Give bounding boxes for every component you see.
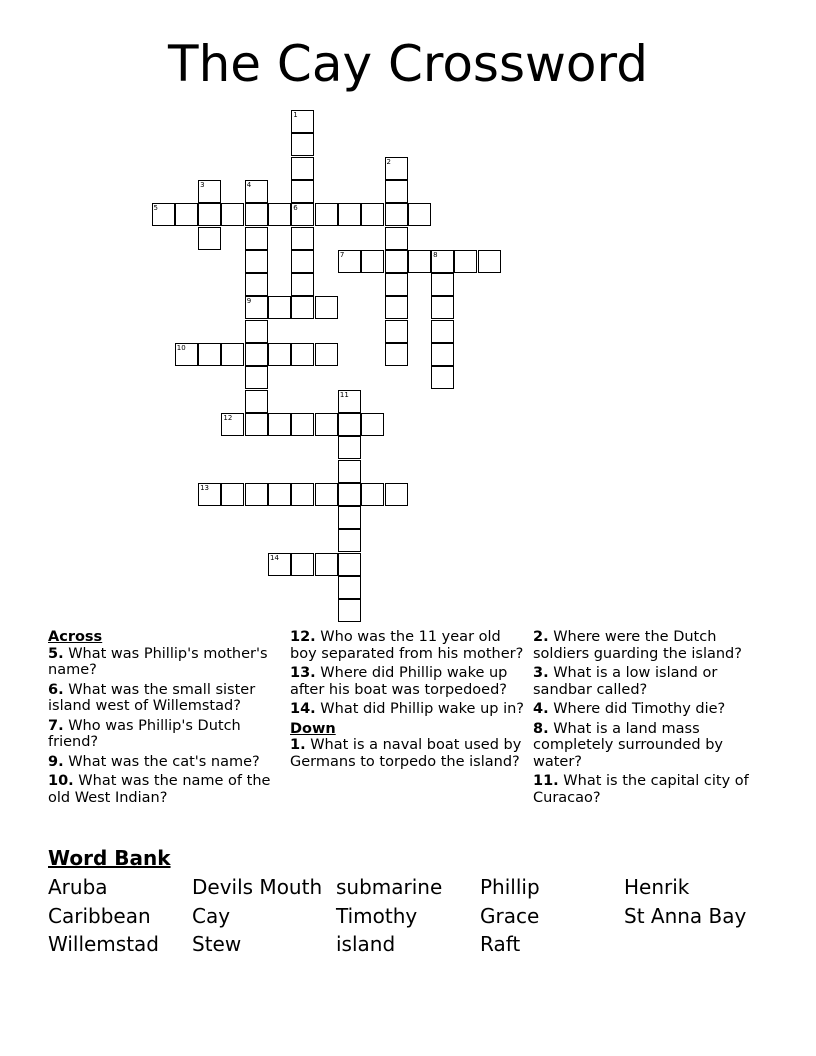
grid-cell[interactable] <box>338 553 361 576</box>
word-bank-item: Timothy <box>336 904 418 928</box>
grid-cell[interactable] <box>431 343 454 366</box>
grid-cell[interactable] <box>454 250 477 273</box>
grid-cell[interactable] <box>338 576 361 599</box>
word-bank-item: Devils Mouth <box>192 875 323 899</box>
clues-column-2 <box>290 629 526 773</box>
grid-cell[interactable] <box>245 390 268 413</box>
grid-cell[interactable] <box>198 227 221 250</box>
word-bank-item: Stew <box>192 932 242 956</box>
grid-cell[interactable] <box>338 599 361 622</box>
clues-column-1 <box>48 629 284 809</box>
clue-across-6: 6. What was the small sister island west of Willemstad? <box>48 681 256 714</box>
clue-number: 1 <box>293 111 298 119</box>
clue-down-3: 3. What is a low island or sandbar called? <box>533 665 718 698</box>
clue-across-13: 13. Where did Phillip wake up after his boat was torpedoed? <box>290 665 508 698</box>
grid-cell[interactable] <box>291 227 314 250</box>
grid-cell[interactable] <box>291 483 314 506</box>
grid-cell[interactable] <box>291 250 314 273</box>
clue-across-12: 12. Who was the 11 year old boy separated from his mother? <box>290 629 524 662</box>
clue-down-1: 1. What is a naval boat used by Germans to torpedo the island? <box>290 737 522 770</box>
clue-number: 11 <box>339 390 349 399</box>
grid-cell[interactable] <box>361 203 384 226</box>
clues-column-3 <box>533 629 769 809</box>
grid-cell[interactable] <box>361 413 384 436</box>
word-bank-item: Henrik <box>624 875 690 899</box>
word-bank-item: submarine <box>336 875 443 899</box>
grid-cell[interactable] <box>291 133 314 156</box>
grid-cell[interactable] <box>385 203 408 226</box>
grid-cell[interactable] <box>268 413 291 436</box>
clue-number: 3 <box>200 180 205 189</box>
grid-cell[interactable] <box>245 366 268 389</box>
grid-cell[interactable] <box>431 320 454 343</box>
grid-cell[interactable] <box>198 343 221 366</box>
grid-cell[interactable] <box>338 483 361 506</box>
page-title: The Cay Crossword <box>168 35 648 93</box>
grid-cell[interactable] <box>431 273 454 296</box>
clue-down-11: 11. What is the capital city of Curacao? <box>533 773 749 806</box>
grid-cell[interactable] <box>268 296 291 319</box>
grid-cell[interactable] <box>408 203 431 226</box>
word-bank-item: island <box>336 932 396 956</box>
grid-cell[interactable] <box>291 180 314 203</box>
grid-cell[interactable] <box>338 506 361 529</box>
grid-cell[interactable] <box>175 203 198 226</box>
clue-across-14: 14. What did Phillip wake up in? <box>290 701 524 717</box>
grid-cell[interactable] <box>245 320 268 343</box>
clue-down-2: 2. Where were the Dutch soldiers guarding the island? <box>533 629 742 662</box>
grid-cell[interactable] <box>361 250 384 273</box>
clue-across-7: 7. Who was Phillip's Dutch friend? <box>48 717 241 750</box>
grid-cell[interactable] <box>431 296 454 319</box>
grid-cell[interactable] <box>385 180 408 203</box>
grid-cell[interactable] <box>268 203 291 226</box>
grid-cell[interactable] <box>385 483 408 506</box>
grid-cell[interactable] <box>315 483 338 506</box>
word-bank-item: Willemstad <box>48 932 160 956</box>
grid-cell[interactable] <box>245 273 268 296</box>
clue-number: 2 <box>386 157 391 166</box>
grid-cell[interactable] <box>315 296 338 319</box>
grid-cell[interactable] <box>385 250 408 273</box>
word-bank-item: Cay <box>192 904 231 928</box>
grid-cell[interactable] <box>338 529 361 552</box>
grid-cell[interactable] <box>291 553 314 576</box>
grid-cell[interactable] <box>315 413 338 436</box>
grid-cell[interactable] <box>245 203 268 226</box>
grid-cell[interactable] <box>221 343 244 366</box>
grid-cell[interactable] <box>385 343 408 366</box>
clue-number: 10 <box>176 344 186 352</box>
grid-cell[interactable] <box>315 553 338 576</box>
word-bank-item: Phillip <box>480 875 540 899</box>
grid-cell[interactable] <box>385 296 408 319</box>
clue-down-4: 4. Where did Timothy die? <box>533 701 726 717</box>
word-bank-item: Grace <box>480 904 540 928</box>
clue-number: 9 <box>246 297 252 306</box>
clue-number: 7 <box>339 250 345 259</box>
word-bank-item: Raft <box>480 932 521 956</box>
grid-cell[interactable] <box>245 413 268 436</box>
grid-cell[interactable] <box>385 227 408 250</box>
grid-cell[interactable] <box>361 483 384 506</box>
grid-cell[interactable] <box>291 157 314 180</box>
grid-cell[interactable] <box>268 343 291 366</box>
grid-cell[interactable] <box>291 296 314 319</box>
grid-cell[interactable] <box>198 203 221 226</box>
grid-cell[interactable] <box>338 413 361 436</box>
clue-across-9: 9. What was the cat's name? <box>48 753 260 770</box>
word-bank-item: St Anna Bay <box>624 904 747 928</box>
grid-cell[interactable] <box>268 483 291 506</box>
grid-cell[interactable] <box>478 250 501 273</box>
grid-cell[interactable] <box>245 343 268 366</box>
grid-cell[interactable] <box>315 203 338 226</box>
clue-down-8: 8. What is a land mass completely surrounded by water? <box>533 720 724 770</box>
grid-cell[interactable] <box>385 273 408 296</box>
word-bank-item: Caribbean <box>48 904 151 928</box>
clue-number: 12 <box>223 413 233 422</box>
word-bank-item: Aruba <box>48 875 108 899</box>
grid-cell[interactable] <box>408 250 431 273</box>
grid-cell[interactable] <box>338 460 361 483</box>
grid-cell[interactable] <box>431 366 454 389</box>
across-heading: Across <box>48 629 103 645</box>
grid-cell[interactable] <box>315 343 338 366</box>
clue-number: 14 <box>270 553 279 562</box>
down-heading: Down <box>290 720 336 737</box>
grid-cell[interactable] <box>291 413 314 436</box>
grid-cell[interactable] <box>385 320 408 343</box>
clue-number: 4 <box>246 180 252 189</box>
grid-cell[interactable] <box>221 483 244 506</box>
grid-cell[interactable] <box>245 483 268 506</box>
clue-across-10: 10. What was the name of the old West Indian? <box>48 773 271 806</box>
clue-number: 5 <box>153 204 158 213</box>
grid-cell[interactable] <box>291 273 314 296</box>
grid-cell[interactable] <box>245 227 268 250</box>
clue-number: 8 <box>433 250 438 259</box>
word-bank-title: Word Bank <box>48 846 171 870</box>
grid-cell[interactable] <box>221 203 244 226</box>
grid-cell[interactable] <box>338 203 361 226</box>
clue-number: 13 <box>200 483 210 492</box>
clue-across-5: 5. What was Phillip's mother's name? <box>48 645 268 678</box>
grid-cell[interactable] <box>245 250 268 273</box>
clue-number: 6 <box>293 204 298 213</box>
grid-cell[interactable] <box>291 343 314 366</box>
grid-cell[interactable] <box>338 436 361 459</box>
